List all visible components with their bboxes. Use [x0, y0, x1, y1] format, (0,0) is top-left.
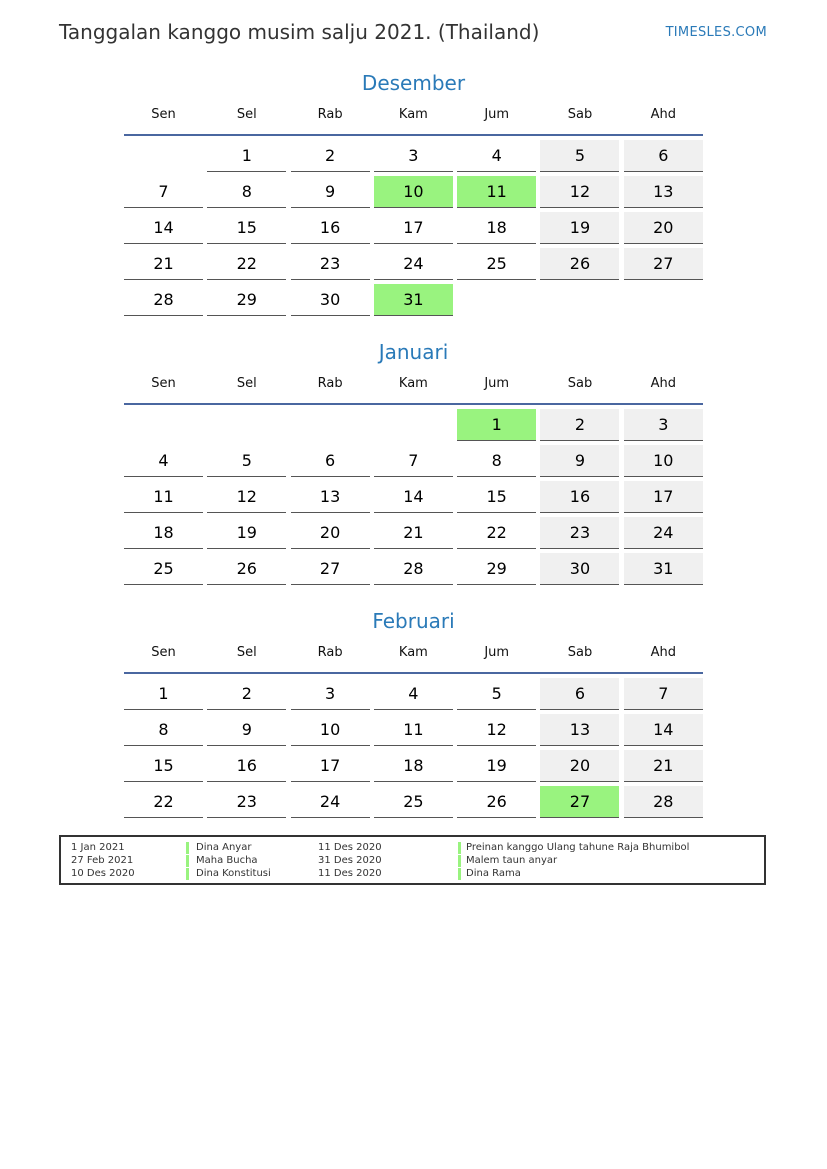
weekday-label: Ahd — [650, 376, 676, 391]
legend-holiday-name: Dina Konstitusi — [186, 868, 271, 880]
holiday-day-cell: 31 — [374, 284, 453, 316]
day-cell: 21 — [374, 517, 453, 549]
empty-day-cell — [291, 409, 370, 441]
weekday-label: Ahd — [650, 645, 676, 660]
day-cell: 23 — [291, 248, 370, 280]
legend-holiday-name: Dina Anyar — [186, 842, 251, 854]
day-cell: 8 — [457, 445, 536, 477]
day-cell: 20 — [291, 517, 370, 549]
week-row — [124, 678, 703, 710]
day-cell: 13 — [291, 481, 370, 513]
weekday-label: Kam — [398, 107, 428, 122]
day-cell: 14 — [624, 714, 703, 746]
legend-row — [61, 842, 764, 854]
day-cell: 16 — [540, 481, 619, 513]
weekday-label: Sel — [236, 645, 257, 660]
month-2 — [124, 606, 703, 822]
weekday-label: Ahd — [650, 107, 676, 122]
day-cell: 27 — [291, 553, 370, 585]
day-cell: 17 — [291, 750, 370, 782]
weekday-label: Sen — [151, 376, 176, 391]
weekday-label: Sab — [567, 107, 593, 122]
holiday-day-cell: 11 — [457, 176, 536, 208]
day-cell: 18 — [374, 750, 453, 782]
day-cell: 31 — [624, 553, 703, 585]
week-row — [124, 445, 703, 477]
legend-date: 31 Des 2020 — [318, 855, 382, 866]
day-cell: 2 — [207, 678, 286, 710]
day-cell: 1 — [207, 140, 286, 172]
day-cell: 20 — [624, 212, 703, 244]
day-cell: 16 — [291, 212, 370, 244]
weekday-label: Jum — [484, 376, 510, 391]
empty-day-cell — [124, 409, 203, 441]
week-row — [124, 140, 703, 172]
day-cell: 3 — [374, 140, 453, 172]
weeks-grid — [124, 136, 703, 316]
week-row — [124, 284, 703, 316]
day-cell: 11 — [124, 481, 203, 513]
legend-holiday-name: Dina Rama — [458, 868, 521, 880]
holiday-day-cell: 27 — [540, 786, 619, 818]
day-cell: 4 — [374, 678, 453, 710]
day-cell: 21 — [624, 750, 703, 782]
day-cell: 14 — [124, 212, 203, 244]
day-cell: 8 — [124, 714, 203, 746]
day-cell: 20 — [540, 750, 619, 782]
day-cell: 24 — [374, 248, 453, 280]
day-cell: 9 — [291, 176, 370, 208]
day-cell: 28 — [374, 553, 453, 585]
day-cell: 6 — [291, 445, 370, 477]
weekday-label: Rab — [317, 107, 343, 122]
day-cell: 9 — [540, 445, 619, 477]
day-cell: 4 — [124, 445, 203, 477]
week-row — [124, 212, 703, 244]
empty-day-cell — [624, 284, 703, 316]
empty-day-cell — [540, 284, 619, 316]
day-cell: 26 — [457, 786, 536, 818]
legend-date: 1 Jan 2021 — [71, 842, 125, 853]
month-title: Januari — [378, 340, 449, 364]
day-cell: 4 — [457, 140, 536, 172]
weekday-header — [124, 98, 703, 136]
day-cell: 6 — [540, 678, 619, 710]
legend-date: 11 Des 2020 — [318, 868, 382, 879]
day-cell: 22 — [124, 786, 203, 818]
empty-day-cell — [124, 140, 203, 172]
week-row — [124, 786, 703, 818]
legend-holiday-name: Preinan kanggo Ulang tahune Raja Bhumibol — [458, 842, 689, 854]
day-cell: 24 — [291, 786, 370, 818]
day-cell: 10 — [624, 445, 703, 477]
week-row — [124, 517, 703, 549]
day-cell: 7 — [374, 445, 453, 477]
day-cell: 30 — [540, 553, 619, 585]
week-row — [124, 481, 703, 513]
weekday-label: Sab — [567, 645, 593, 660]
page-title: Tanggalan kanggo musim salju 2021. (Thailand) — [59, 20, 540, 44]
legend-date: 27 Feb 2021 — [71, 855, 134, 866]
week-row — [124, 176, 703, 208]
day-cell: 2 — [291, 140, 370, 172]
weekday-label: Rab — [317, 645, 343, 660]
weekday-header — [124, 367, 703, 405]
weekday-label: Sel — [236, 107, 257, 122]
day-cell: 28 — [624, 786, 703, 818]
day-cell: 26 — [207, 553, 286, 585]
day-cell: 3 — [291, 678, 370, 710]
day-cell: 18 — [124, 517, 203, 549]
day-cell: 28 — [124, 284, 203, 316]
weekday-label: Sen — [151, 645, 176, 660]
holiday-legend — [59, 835, 766, 885]
week-row — [124, 248, 703, 280]
weekday-header — [124, 636, 703, 674]
day-cell: 12 — [457, 714, 536, 746]
holiday-day-cell: 1 — [457, 409, 536, 441]
day-cell: 25 — [457, 248, 536, 280]
weeks-grid — [124, 674, 703, 818]
legend-date: 11 Des 2020 — [318, 842, 382, 853]
day-cell: 5 — [540, 140, 619, 172]
site-link[interactable]: TIMESLES.COM — [665, 25, 767, 40]
day-cell: 26 — [540, 248, 619, 280]
legend-row — [61, 868, 764, 880]
holiday-day-cell: 10 — [374, 176, 453, 208]
day-cell: 14 — [374, 481, 453, 513]
day-cell: 12 — [540, 176, 619, 208]
week-row — [124, 714, 703, 746]
day-cell: 19 — [207, 517, 286, 549]
legend-holiday-name: Maha Bucha — [186, 855, 258, 867]
day-cell: 29 — [457, 553, 536, 585]
day-cell: 25 — [124, 553, 203, 585]
day-cell: 10 — [291, 714, 370, 746]
day-cell: 9 — [207, 714, 286, 746]
day-cell: 12 — [207, 481, 286, 513]
weeks-grid — [124, 405, 703, 585]
day-cell: 17 — [624, 481, 703, 513]
legend-date: 10 Des 2020 — [71, 868, 135, 879]
day-cell: 19 — [457, 750, 536, 782]
week-row — [124, 553, 703, 585]
day-cell: 24 — [624, 517, 703, 549]
day-cell: 7 — [624, 678, 703, 710]
day-cell: 13 — [624, 176, 703, 208]
weekday-label: Sen — [151, 107, 176, 122]
month-0 — [124, 68, 703, 320]
week-row — [124, 409, 703, 441]
day-cell: 2 — [540, 409, 619, 441]
month-1 — [124, 337, 703, 589]
day-cell: 5 — [457, 678, 536, 710]
empty-day-cell — [207, 409, 286, 441]
day-cell: 21 — [124, 248, 203, 280]
day-cell: 23 — [207, 786, 286, 818]
day-cell: 29 — [207, 284, 286, 316]
legend-row — [61, 855, 764, 867]
day-cell: 1 — [124, 678, 203, 710]
day-cell: 15 — [457, 481, 536, 513]
weekday-label: Sab — [567, 376, 593, 391]
day-cell: 5 — [207, 445, 286, 477]
day-cell: 22 — [207, 248, 286, 280]
day-cell: 13 — [540, 714, 619, 746]
day-cell: 15 — [207, 212, 286, 244]
month-title: Desember — [361, 71, 466, 95]
weekday-label: Jum — [484, 645, 510, 660]
day-cell: 15 — [124, 750, 203, 782]
day-cell: 30 — [291, 284, 370, 316]
day-cell: 8 — [207, 176, 286, 208]
month-title: Februari — [372, 609, 455, 633]
day-cell: 23 — [540, 517, 619, 549]
weekday-label: Jum — [484, 107, 510, 122]
day-cell: 25 — [374, 786, 453, 818]
day-cell: 22 — [457, 517, 536, 549]
day-cell: 19 — [540, 212, 619, 244]
weekday-label: Rab — [317, 376, 343, 391]
day-cell: 16 — [207, 750, 286, 782]
day-cell: 18 — [457, 212, 536, 244]
day-cell: 17 — [374, 212, 453, 244]
weekday-label: Sel — [236, 376, 257, 391]
day-cell: 11 — [374, 714, 453, 746]
week-row — [124, 750, 703, 782]
legend-holiday-name: Malem taun anyar — [458, 855, 557, 867]
day-cell: 6 — [624, 140, 703, 172]
weekday-label: Kam — [398, 645, 428, 660]
empty-day-cell — [457, 284, 536, 316]
day-cell: 27 — [624, 248, 703, 280]
day-cell: 7 — [124, 176, 203, 208]
day-cell: 3 — [624, 409, 703, 441]
weekday-label: Kam — [398, 376, 428, 391]
empty-day-cell — [374, 409, 453, 441]
